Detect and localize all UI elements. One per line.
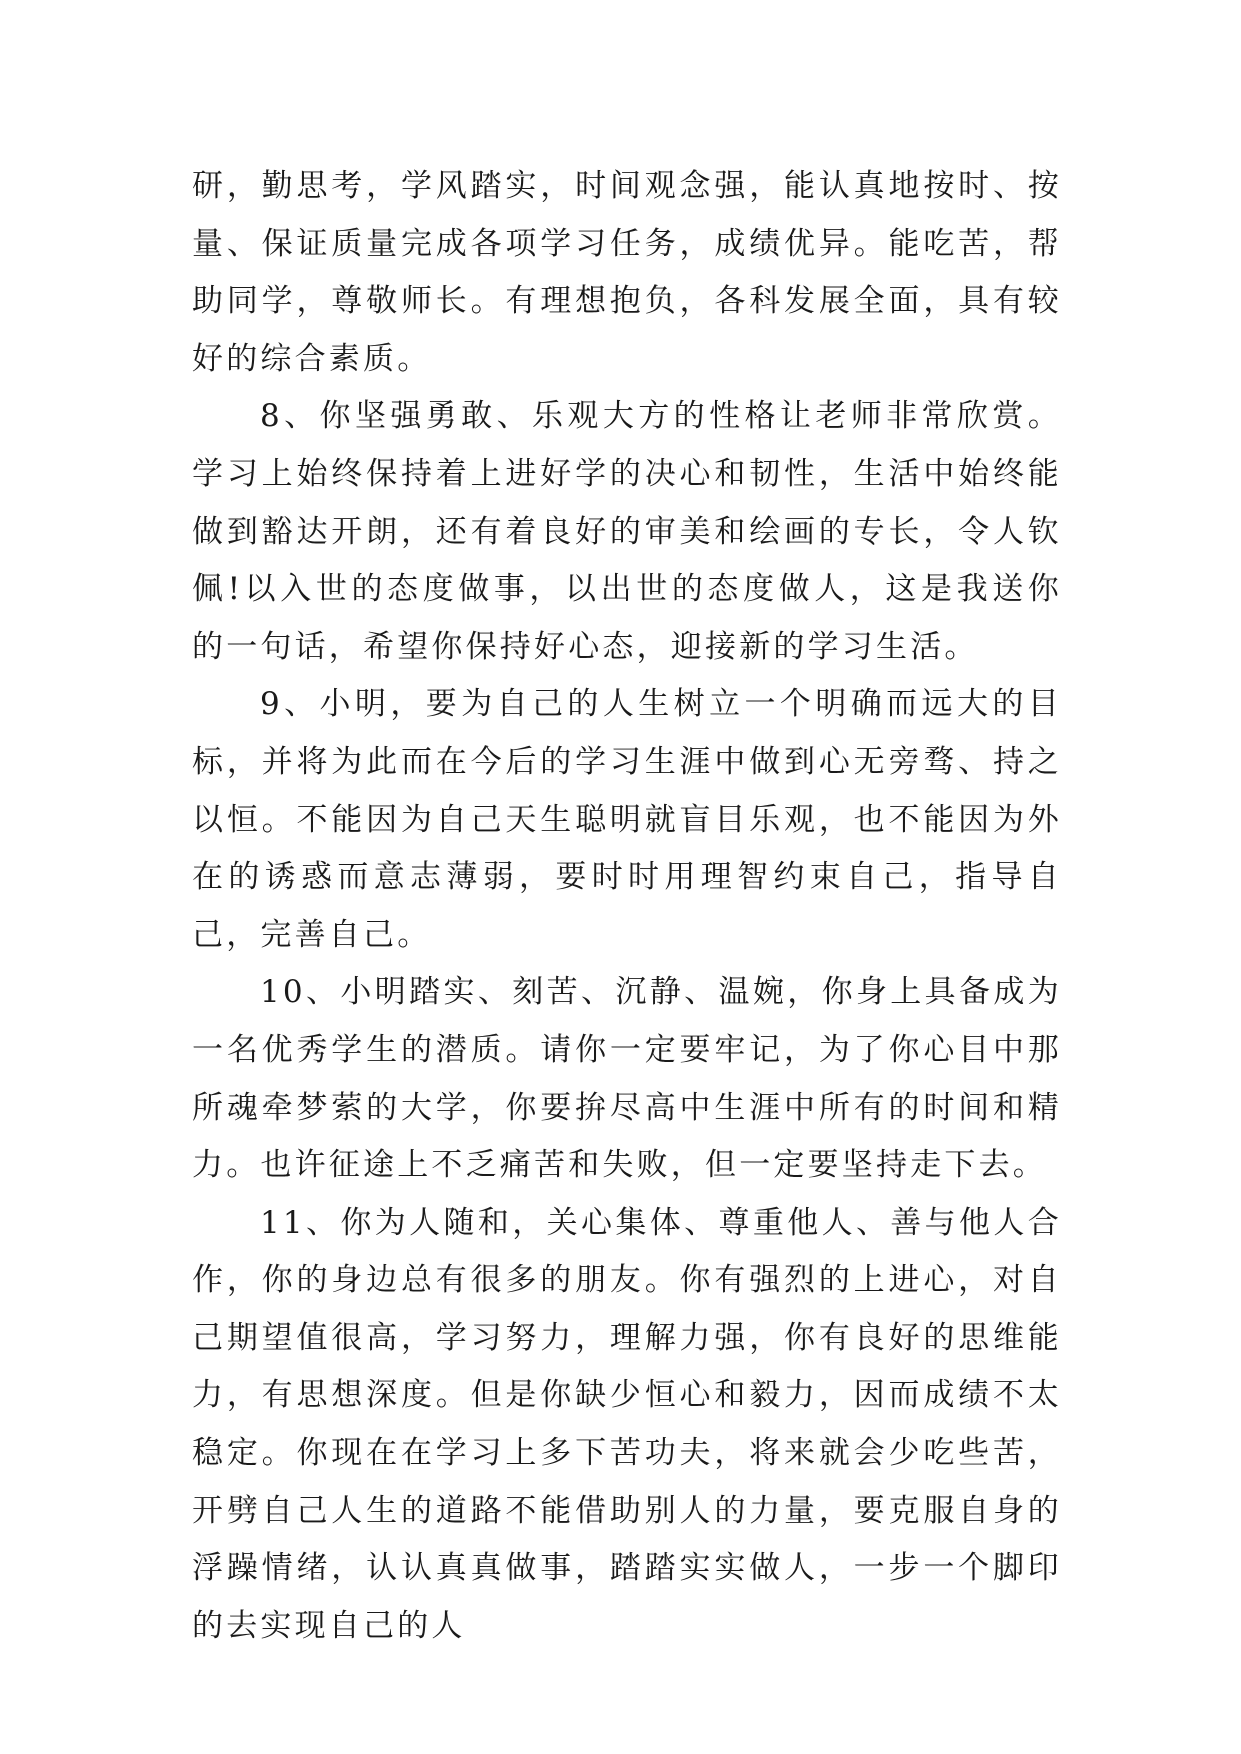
paragraph-comment-10: 10、小明踏实、刻苦、沉静、温婉，你身上具备成为一名优秀学生的潜质。请你一定要牢记，为了你心目中那所魂牵梦萦的大学，你要拚尽高中生涯中所有的时间和精力。也许征途上不乏痛苦和失败，但一定要坚持走下去。 xyxy=(192,974,1062,1184)
paragraph-comment-11: 11、你为人随和，关心集体、尊重他人、善与他人合作，你的身边总有很多的朋友。你有强烈的上进心，对自己期望值很高，学习努力，理解力强，你有良好的思维能力，有思想深度。但是你缺少恒心和毅力，因而成绩不太稳定。你现在在学习上多下苦功夫，将来就会少吃些苦，开劈自己人生的道路不能借助别人的力量，要克服自身的浮躁情绪，认认真真做事，踏踏实实做人，一步一个脚印的去实现自己的人 xyxy=(192,1204,1062,1644)
paragraph-continuation: 研，勤思考，学风踏实，时间观念强，能认真地按时、按量、保证质量完成各项学习任务，成绩优异。能吃苦，帮助同学，尊敬师长。有理想抱负，各科发展全面，具有较好的综合素质。 xyxy=(192,168,1062,377)
paragraph-comment-8: 8、你坚强勇敢、乐观大方的性格让老师非常欣赏。学习上始终保持着上进好学的决心和韧性，生活中始终能做到豁达开朗，还有着良好的审美和绘画的专长，令人钦佩!以入世的态度做事，以出世的态度做人，这是我送你的一句话，希望你保持好心态，迎接新的学习生活。 xyxy=(192,398,1062,665)
document-body xyxy=(192,158,1062,1655)
paragraph-comment-9: 9、小明，要为自己的人生树立一个明确而远大的目标，并将为此而在今后的学习生涯中做到心无旁骛、持之以恒。不能因为自己天生聪明就盲目乐观，也不能因为外在的诱惑而意志薄弱，要时时用理智约束自己，指导自己，完善自己。 xyxy=(192,686,1062,953)
